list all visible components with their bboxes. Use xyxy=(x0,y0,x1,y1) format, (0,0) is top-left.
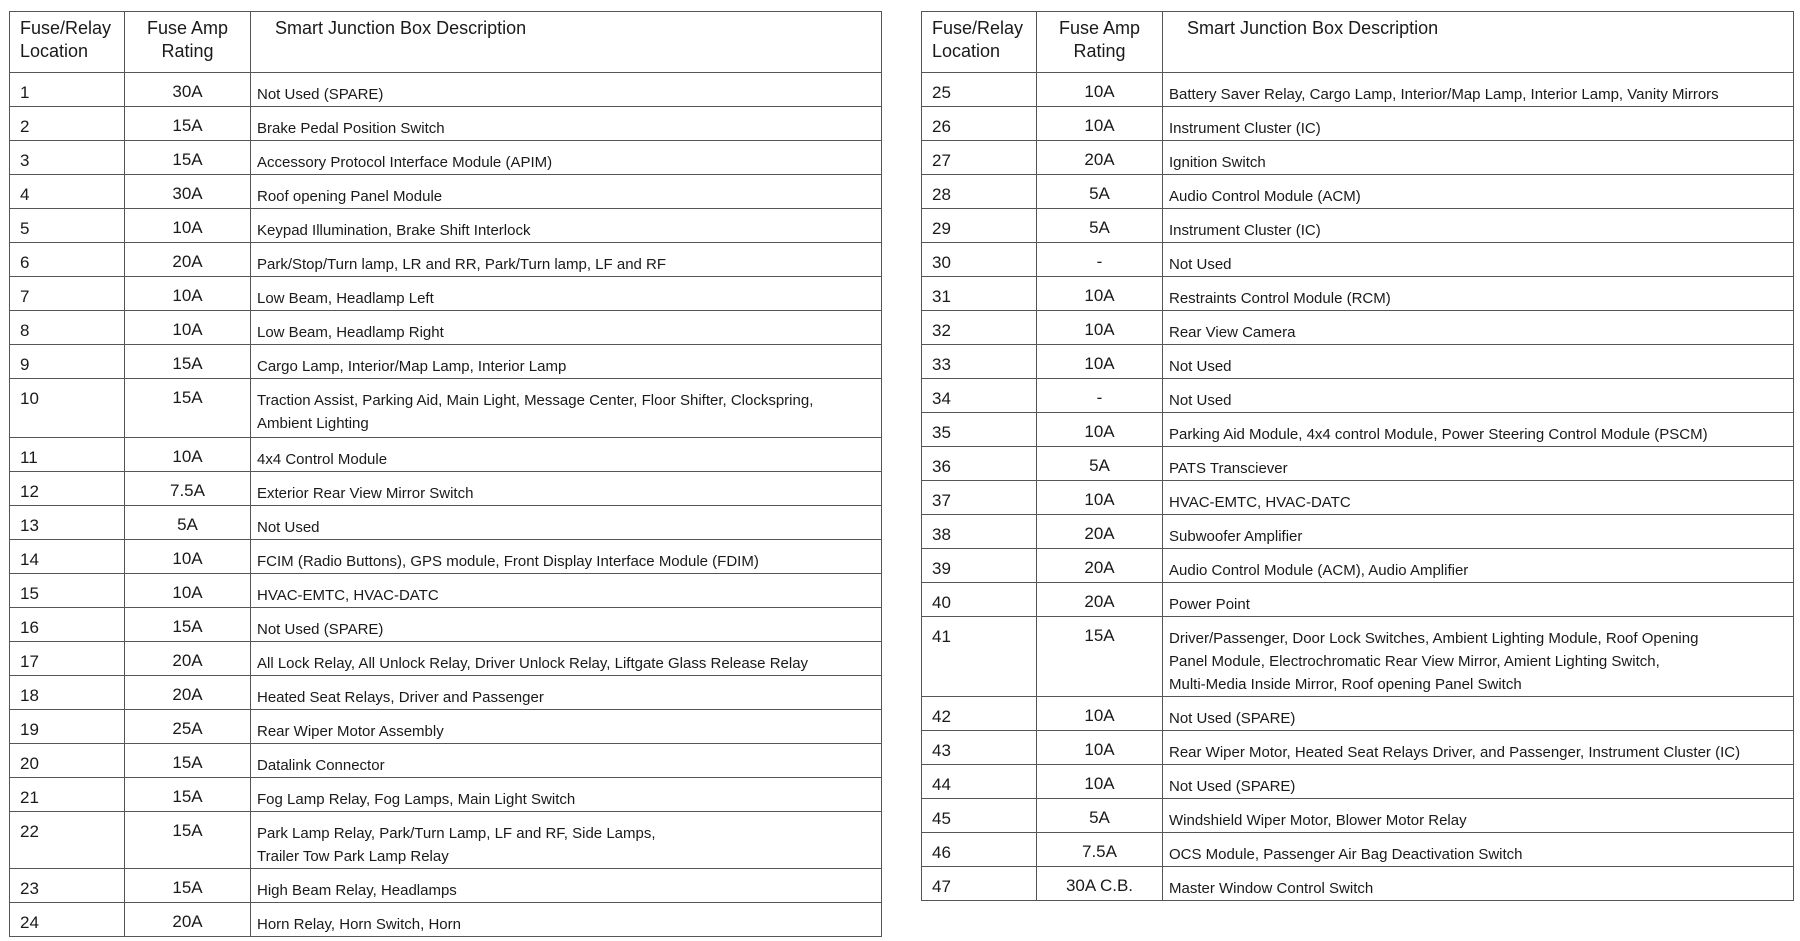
table-row xyxy=(10,73,882,107)
table-row xyxy=(922,311,1794,345)
fuse-description: 4x4 Control Module xyxy=(251,438,882,472)
fuse-location: 8 xyxy=(10,311,125,345)
fuse-description: Park Lamp Relay, Park/Turn Lamp, LF and RF, Side Lamps, Trailer Tow Park Lamp Relay xyxy=(251,812,882,869)
fuse-description: HVAC-EMTC, HVAC-DATC xyxy=(251,574,882,608)
fuse-location: 35 xyxy=(922,413,1037,447)
fuse-description: Not Used (SPARE) xyxy=(1163,697,1794,731)
header-description: Smart Junction Box Description xyxy=(1163,12,1794,73)
fuse-description: Not Used xyxy=(1163,379,1794,413)
fuse-description: Master Window Control Switch xyxy=(1163,867,1794,901)
fuse-location: 28 xyxy=(922,175,1037,209)
fuse-table-left xyxy=(9,11,882,937)
table-row xyxy=(10,107,882,141)
fuse-description: Low Beam, Headlamp Left xyxy=(251,277,882,311)
table-row xyxy=(922,175,1794,209)
fuse-location: 13 xyxy=(10,506,125,540)
fuse-description: Power Point xyxy=(1163,583,1794,617)
fuse-description: Battery Saver Relay, Cargo Lamp, Interior/Map Lamp, Interior Lamp, Vanity Mirrors xyxy=(1163,73,1794,107)
header-description: Smart Junction Box Description xyxy=(251,12,882,73)
fuse-description: Audio Control Module (ACM), Audio Amplifier xyxy=(1163,549,1794,583)
header-location: Fuse/Relay Location xyxy=(10,12,125,73)
fuse-amp-rating: 10A xyxy=(1037,413,1163,447)
fuse-location: 47 xyxy=(922,867,1037,901)
fuse-location: 22 xyxy=(10,812,125,869)
fuse-description: Exterior Rear View Mirror Switch xyxy=(251,472,882,506)
fuse-description: Not Used xyxy=(251,506,882,540)
fuse-amp-rating: 30A C.B. xyxy=(1037,867,1163,901)
header-amp-rating: Fuse Amp Rating xyxy=(125,12,251,73)
fuse-amp-rating: - xyxy=(1037,243,1163,277)
fuse-amp-rating: 15A xyxy=(1037,617,1163,697)
table-row xyxy=(922,833,1794,867)
fuse-description: Driver/Passenger, Door Lock Switches, Ambient Lighting Module, Roof Opening Panel Module, Electrochromatic Rear View Mirror, Amient Lighting Switch, Multi-Media Inside Mirror, Roof opening Panel Switch xyxy=(1163,617,1794,697)
fuse-location: 1 xyxy=(10,73,125,107)
fuse-amp-rating: 10A xyxy=(125,540,251,574)
fuse-amp-rating: 7.5A xyxy=(125,472,251,506)
fuse-location: 39 xyxy=(922,549,1037,583)
table-row xyxy=(922,617,1794,697)
table-row xyxy=(10,277,882,311)
fuse-amp-rating: 20A xyxy=(1037,515,1163,549)
table-row xyxy=(10,209,882,243)
table-row xyxy=(10,438,882,472)
fuse-description: Rear View Camera xyxy=(1163,311,1794,345)
fuse-amp-rating: 20A xyxy=(1037,549,1163,583)
fuse-description: Instrument Cluster (IC) xyxy=(1163,209,1794,243)
fuse-description: Park/Stop/Turn lamp, LR and RR, Park/Turn lamp, LF and RF xyxy=(251,243,882,277)
fuse-description: FCIM (Radio Buttons), GPS module, Front Display Interface Module (FDIM) xyxy=(251,540,882,574)
fuse-description: Windshield Wiper Motor, Blower Motor Relay xyxy=(1163,799,1794,833)
fuse-description: All Lock Relay, All Unlock Relay, Driver Unlock Relay, Liftgate Glass Release Relay xyxy=(251,642,882,676)
table-row xyxy=(922,413,1794,447)
fuse-description: Brake Pedal Position Switch xyxy=(251,107,882,141)
table-row xyxy=(922,141,1794,175)
fuse-amp-rating: 10A xyxy=(125,438,251,472)
fuse-location: 4 xyxy=(10,175,125,209)
fuse-location: 30 xyxy=(922,243,1037,277)
fuse-amp-rating: 10A xyxy=(1037,481,1163,515)
table-row xyxy=(922,697,1794,731)
table-row xyxy=(922,549,1794,583)
fuse-location: 27 xyxy=(922,141,1037,175)
header-location: Fuse/Relay Location xyxy=(922,12,1037,73)
fuse-description: Not Used (SPARE) xyxy=(251,73,882,107)
fuse-description: Roof opening Panel Module xyxy=(251,175,882,209)
fuse-location: 21 xyxy=(10,778,125,812)
fuse-location: 6 xyxy=(10,243,125,277)
fuse-location: 10 xyxy=(10,379,125,438)
table-row xyxy=(10,345,882,379)
fuse-location: 7 xyxy=(10,277,125,311)
fuse-location: 11 xyxy=(10,438,125,472)
fuse-description: Traction Assist, Parking Aid, Main Light, Message Center, Floor Shifter, Clockspring, Ambient Lighting xyxy=(251,379,882,438)
table-row xyxy=(10,506,882,540)
table-row xyxy=(922,209,1794,243)
table-row xyxy=(10,903,882,937)
fuse-location: 23 xyxy=(10,869,125,903)
fuse-location: 29 xyxy=(922,209,1037,243)
table-row xyxy=(922,379,1794,413)
fuse-description: Subwoofer Amplifier xyxy=(1163,515,1794,549)
fuse-amp-rating: 10A xyxy=(125,277,251,311)
table-row xyxy=(922,447,1794,481)
fuse-location: 42 xyxy=(922,697,1037,731)
fuse-amp-rating: 30A xyxy=(125,73,251,107)
fuse-location: 31 xyxy=(922,277,1037,311)
fuse-amp-rating: 10A xyxy=(1037,277,1163,311)
fuse-amp-rating: 5A xyxy=(1037,175,1163,209)
table-row xyxy=(922,515,1794,549)
table-row xyxy=(922,277,1794,311)
fuse-location: 34 xyxy=(922,379,1037,413)
fuse-amp-rating: 15A xyxy=(125,608,251,642)
fuse-description: Audio Control Module (ACM) xyxy=(1163,175,1794,209)
fuse-location: 37 xyxy=(922,481,1037,515)
fuse-amp-rating: 10A xyxy=(125,209,251,243)
fuse-description: Fog Lamp Relay, Fog Lamps, Main Light Switch xyxy=(251,778,882,812)
fuse-location: 14 xyxy=(10,540,125,574)
table-row xyxy=(10,642,882,676)
header-amp-rating: Fuse Amp Rating xyxy=(1037,12,1163,73)
table-row xyxy=(10,472,882,506)
fuse-amp-rating: 10A xyxy=(1037,345,1163,379)
fuse-amp-rating: 15A xyxy=(125,107,251,141)
fuse-description: HVAC-EMTC, HVAC-DATC xyxy=(1163,481,1794,515)
fuse-location: 24 xyxy=(10,903,125,937)
fuse-amp-rating: 5A xyxy=(1037,209,1163,243)
table-row xyxy=(10,744,882,778)
fuse-location: 26 xyxy=(922,107,1037,141)
table-row xyxy=(10,540,882,574)
fuse-amp-rating: 10A xyxy=(1037,765,1163,799)
table-row xyxy=(922,583,1794,617)
fuse-location: 45 xyxy=(922,799,1037,833)
fuse-description: Ignition Switch xyxy=(1163,141,1794,175)
fuse-location: 36 xyxy=(922,447,1037,481)
fuse-location: 2 xyxy=(10,107,125,141)
fuse-amp-rating: 10A xyxy=(1037,697,1163,731)
fuse-amp-rating: 15A xyxy=(125,345,251,379)
fuse-location: 17 xyxy=(10,642,125,676)
table-row xyxy=(922,867,1794,901)
fuse-location: 44 xyxy=(922,765,1037,799)
table-row xyxy=(10,608,882,642)
fuse-amp-rating: 20A xyxy=(125,243,251,277)
fuse-amp-rating: 7.5A xyxy=(1037,833,1163,867)
fuse-amp-rating: 30A xyxy=(125,175,251,209)
table-row xyxy=(10,812,882,869)
fuse-description: Instrument Cluster (IC) xyxy=(1163,107,1794,141)
fuse-description: Cargo Lamp, Interior/Map Lamp, Interior Lamp xyxy=(251,345,882,379)
fuse-location: 16 xyxy=(10,608,125,642)
fuse-amp-rating: 10A xyxy=(1037,73,1163,107)
fuse-location: 3 xyxy=(10,141,125,175)
fuse-amp-rating: 10A xyxy=(125,311,251,345)
header-row xyxy=(922,12,1794,73)
table-row xyxy=(922,481,1794,515)
fuse-amp-rating: 20A xyxy=(1037,583,1163,617)
fuse-description: Keypad Illumination, Brake Shift Interlock xyxy=(251,209,882,243)
fuse-location: 20 xyxy=(10,744,125,778)
table-row xyxy=(922,107,1794,141)
fuse-amp-rating: 20A xyxy=(125,642,251,676)
table-row xyxy=(10,311,882,345)
fuse-amp-rating: 10A xyxy=(1037,731,1163,765)
table-row xyxy=(10,574,882,608)
table-row xyxy=(922,243,1794,277)
fuse-location: 41 xyxy=(922,617,1037,697)
table-row xyxy=(922,731,1794,765)
fuse-location: 32 xyxy=(922,311,1037,345)
table-row xyxy=(10,379,882,438)
fuse-location: 46 xyxy=(922,833,1037,867)
fuse-amp-rating: 5A xyxy=(1037,799,1163,833)
fuse-description: Datalink Connector xyxy=(251,744,882,778)
fuse-description: Not Used (SPARE) xyxy=(251,608,882,642)
table-row xyxy=(10,869,882,903)
fuse-description: Parking Aid Module, 4x4 control Module, Power Steering Control Module (PSCM) xyxy=(1163,413,1794,447)
fuse-amp-rating: 15A xyxy=(125,812,251,869)
fuse-location: 15 xyxy=(10,574,125,608)
fuse-amp-rating: 10A xyxy=(125,574,251,608)
table-row xyxy=(922,73,1794,107)
table-row xyxy=(922,799,1794,833)
fuse-description: Horn Relay, Horn Switch, Horn xyxy=(251,903,882,937)
header-row xyxy=(10,12,882,73)
fuse-amp-rating: 15A xyxy=(125,379,251,438)
fuse-amp-rating: 15A xyxy=(125,778,251,812)
fuse-amp-rating: 20A xyxy=(125,676,251,710)
table-row xyxy=(10,778,882,812)
fuse-location: 5 xyxy=(10,209,125,243)
fuse-description: Rear Wiper Motor, Heated Seat Relays Driver, and Passenger, Instrument Cluster (IC) xyxy=(1163,731,1794,765)
fuse-location: 19 xyxy=(10,710,125,744)
fuse-description: Not Used (SPARE) xyxy=(1163,765,1794,799)
fuse-amp-rating: 25A xyxy=(125,710,251,744)
table-row xyxy=(10,141,882,175)
fuse-amp-rating: 5A xyxy=(125,506,251,540)
fuse-table-right xyxy=(921,11,1794,901)
fuse-amp-rating: 5A xyxy=(1037,447,1163,481)
fuse-location: 38 xyxy=(922,515,1037,549)
fuse-description: Not Used xyxy=(1163,345,1794,379)
fuse-amp-rating: 20A xyxy=(1037,141,1163,175)
table-row xyxy=(922,345,1794,379)
table-row xyxy=(10,175,882,209)
fuse-location: 12 xyxy=(10,472,125,506)
fuse-amp-rating: - xyxy=(1037,379,1163,413)
table-row xyxy=(922,765,1794,799)
fuse-description: Heated Seat Relays, Driver and Passenger xyxy=(251,676,882,710)
fuse-description: PATS Transciever xyxy=(1163,447,1794,481)
table-row xyxy=(10,676,882,710)
fuse-description: Low Beam, Headlamp Right xyxy=(251,311,882,345)
fuse-description: Accessory Protocol Interface Module (APIM) xyxy=(251,141,882,175)
fuse-description: High Beam Relay, Headlamps xyxy=(251,869,882,903)
fuse-amp-rating: 15A xyxy=(125,141,251,175)
fuse-location: 43 xyxy=(922,731,1037,765)
fuse-amp-rating: 10A xyxy=(1037,107,1163,141)
fuse-location: 33 xyxy=(922,345,1037,379)
fuse-location: 25 xyxy=(922,73,1037,107)
fuse-description: Rear Wiper Motor Assembly xyxy=(251,710,882,744)
table-row xyxy=(10,710,882,744)
fuse-amp-rating: 15A xyxy=(125,744,251,778)
fuse-amp-rating: 15A xyxy=(125,869,251,903)
fuse-amp-rating: 20A xyxy=(125,903,251,937)
fuse-description: Restraints Control Module (RCM) xyxy=(1163,277,1794,311)
fuse-amp-rating: 10A xyxy=(1037,311,1163,345)
fuse-location: 18 xyxy=(10,676,125,710)
table-row xyxy=(10,243,882,277)
fuse-location: 9 xyxy=(10,345,125,379)
fuse-description: Not Used xyxy=(1163,243,1794,277)
fuse-location: 40 xyxy=(922,583,1037,617)
fuse-description: OCS Module, Passenger Air Bag Deactivation Switch xyxy=(1163,833,1794,867)
